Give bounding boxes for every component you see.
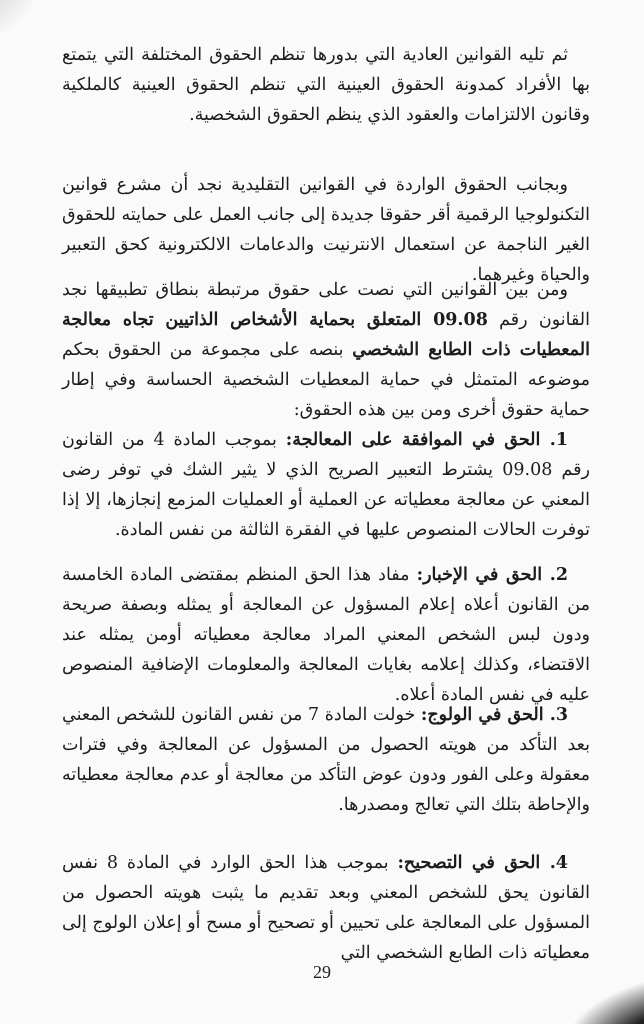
paragraph-law-0908-rest: بنصه على مجموعة من الحقوق بحكم موضوعه المتمثل في حماية المعطيات الشخصية الحساسة وفي إطار حماية حقوق أخرى ومن بين هذه الحقوق: bbox=[62, 340, 590, 420]
law-0908-title: 09.08 المتعلق بحماية الأشخاص الذاتيين تجاه معالجة المعطيات ذات الطابع الشخصي bbox=[62, 310, 590, 360]
right-consent-body: بموجب المادة 4 من القانون رقم 09.08 يشترط التعبير الصريح الذي لا يثير الشك في توفر رضى المعني عن معالجة معطياته عن العملية أو العمليات المزمع إنجازها، إلا إذا توفرت الحالات المنصوص عليها في الفقرة الثالثة من نفس المادة. bbox=[62, 430, 590, 540]
right-rectification bbox=[62, 848, 590, 968]
right-access bbox=[62, 700, 590, 820]
paragraph-digital-rights: وبجانب الحقوق الواردة في القوانين التقليدية نجد أن مشرع قوانين التكنولوجيا الرقمية أقر حقوقا جديدة إلى جانب العمل على حمايته للحقوق الغير الناجمة عن استعمال الانترنيت والدعامات الالكترونية كحق التعبير والحياة وغيرهما. bbox=[62, 175, 590, 285]
page-corner-shadow bbox=[550, 976, 644, 1024]
right-information-body: مفاد هذا الحق المنظم بمقتضى المادة الخامسة من القانون أعلاه إعلام المسؤول عن المعالجة أو يمثله وبصفة صريحة ودون لبس الشخص المعني المراد معالجة معطياته أومن يمثله عند الاقتضاء، وكذلك إعلامه بغايات المعالجة والمعلومات الإضافية المنصوص عليه في نفس المادة أعلاه. bbox=[62, 565, 590, 705]
right-consent-heading: 1. الحق في الموافقة على المعالجة: bbox=[285, 430, 568, 450]
right-rectification-heading: 4. الحق في التصحيح: bbox=[397, 853, 568, 873]
paragraph-law-0908 bbox=[62, 275, 590, 425]
right-rectification-body: بموجب هذا الحق الوارد في المادة 8 نفس القانون يحق للشخص المعني وبعد تقديم ما يثبت هويته الحصول من المسؤول على المعالجة على تحيين أو تصحيح أو مسح أو إعلان الولوج إلى معطياته ذات الطابع الشخصي التي bbox=[62, 853, 590, 963]
right-access-heading: 3. الحق في الولوج: bbox=[420, 705, 568, 725]
right-information-heading: 2. الحق في الإخبار: bbox=[416, 565, 568, 585]
paragraph-ordinary-laws: ثم تليه القوانين العادية التي بدورها تنظم الحقوق المختلفة التي يتمتع بها الأفراد كمدونة الحقوق العينية التي تنظم الحقوق العينية كالملكية وقانون الالتزامات والعقود الذي ينظم الحقوق الشخصية. bbox=[62, 45, 590, 125]
right-information bbox=[62, 560, 590, 710]
right-consent bbox=[62, 425, 590, 545]
scan-shadow bbox=[0, 0, 40, 40]
page-number: 29 bbox=[313, 962, 331, 982]
paragraph-law-0908-intro: ومن بين القوانين التي نصت على حقوق مرتبطة بنطاق تطبيقها نجد القانون رقم bbox=[62, 280, 590, 330]
right-access-body: خولت المادة 7 من نفس القانون للشخص المعني بعد التأكد من هويته الحصول من المسؤول عن المعالجة وفي فترات معقولة وعلى الفور ودون عوض التأكد من معالجة أو عدم معالجة معطياته والإحاطة بتلك التي تعالج ومصدرها. bbox=[62, 705, 590, 815]
